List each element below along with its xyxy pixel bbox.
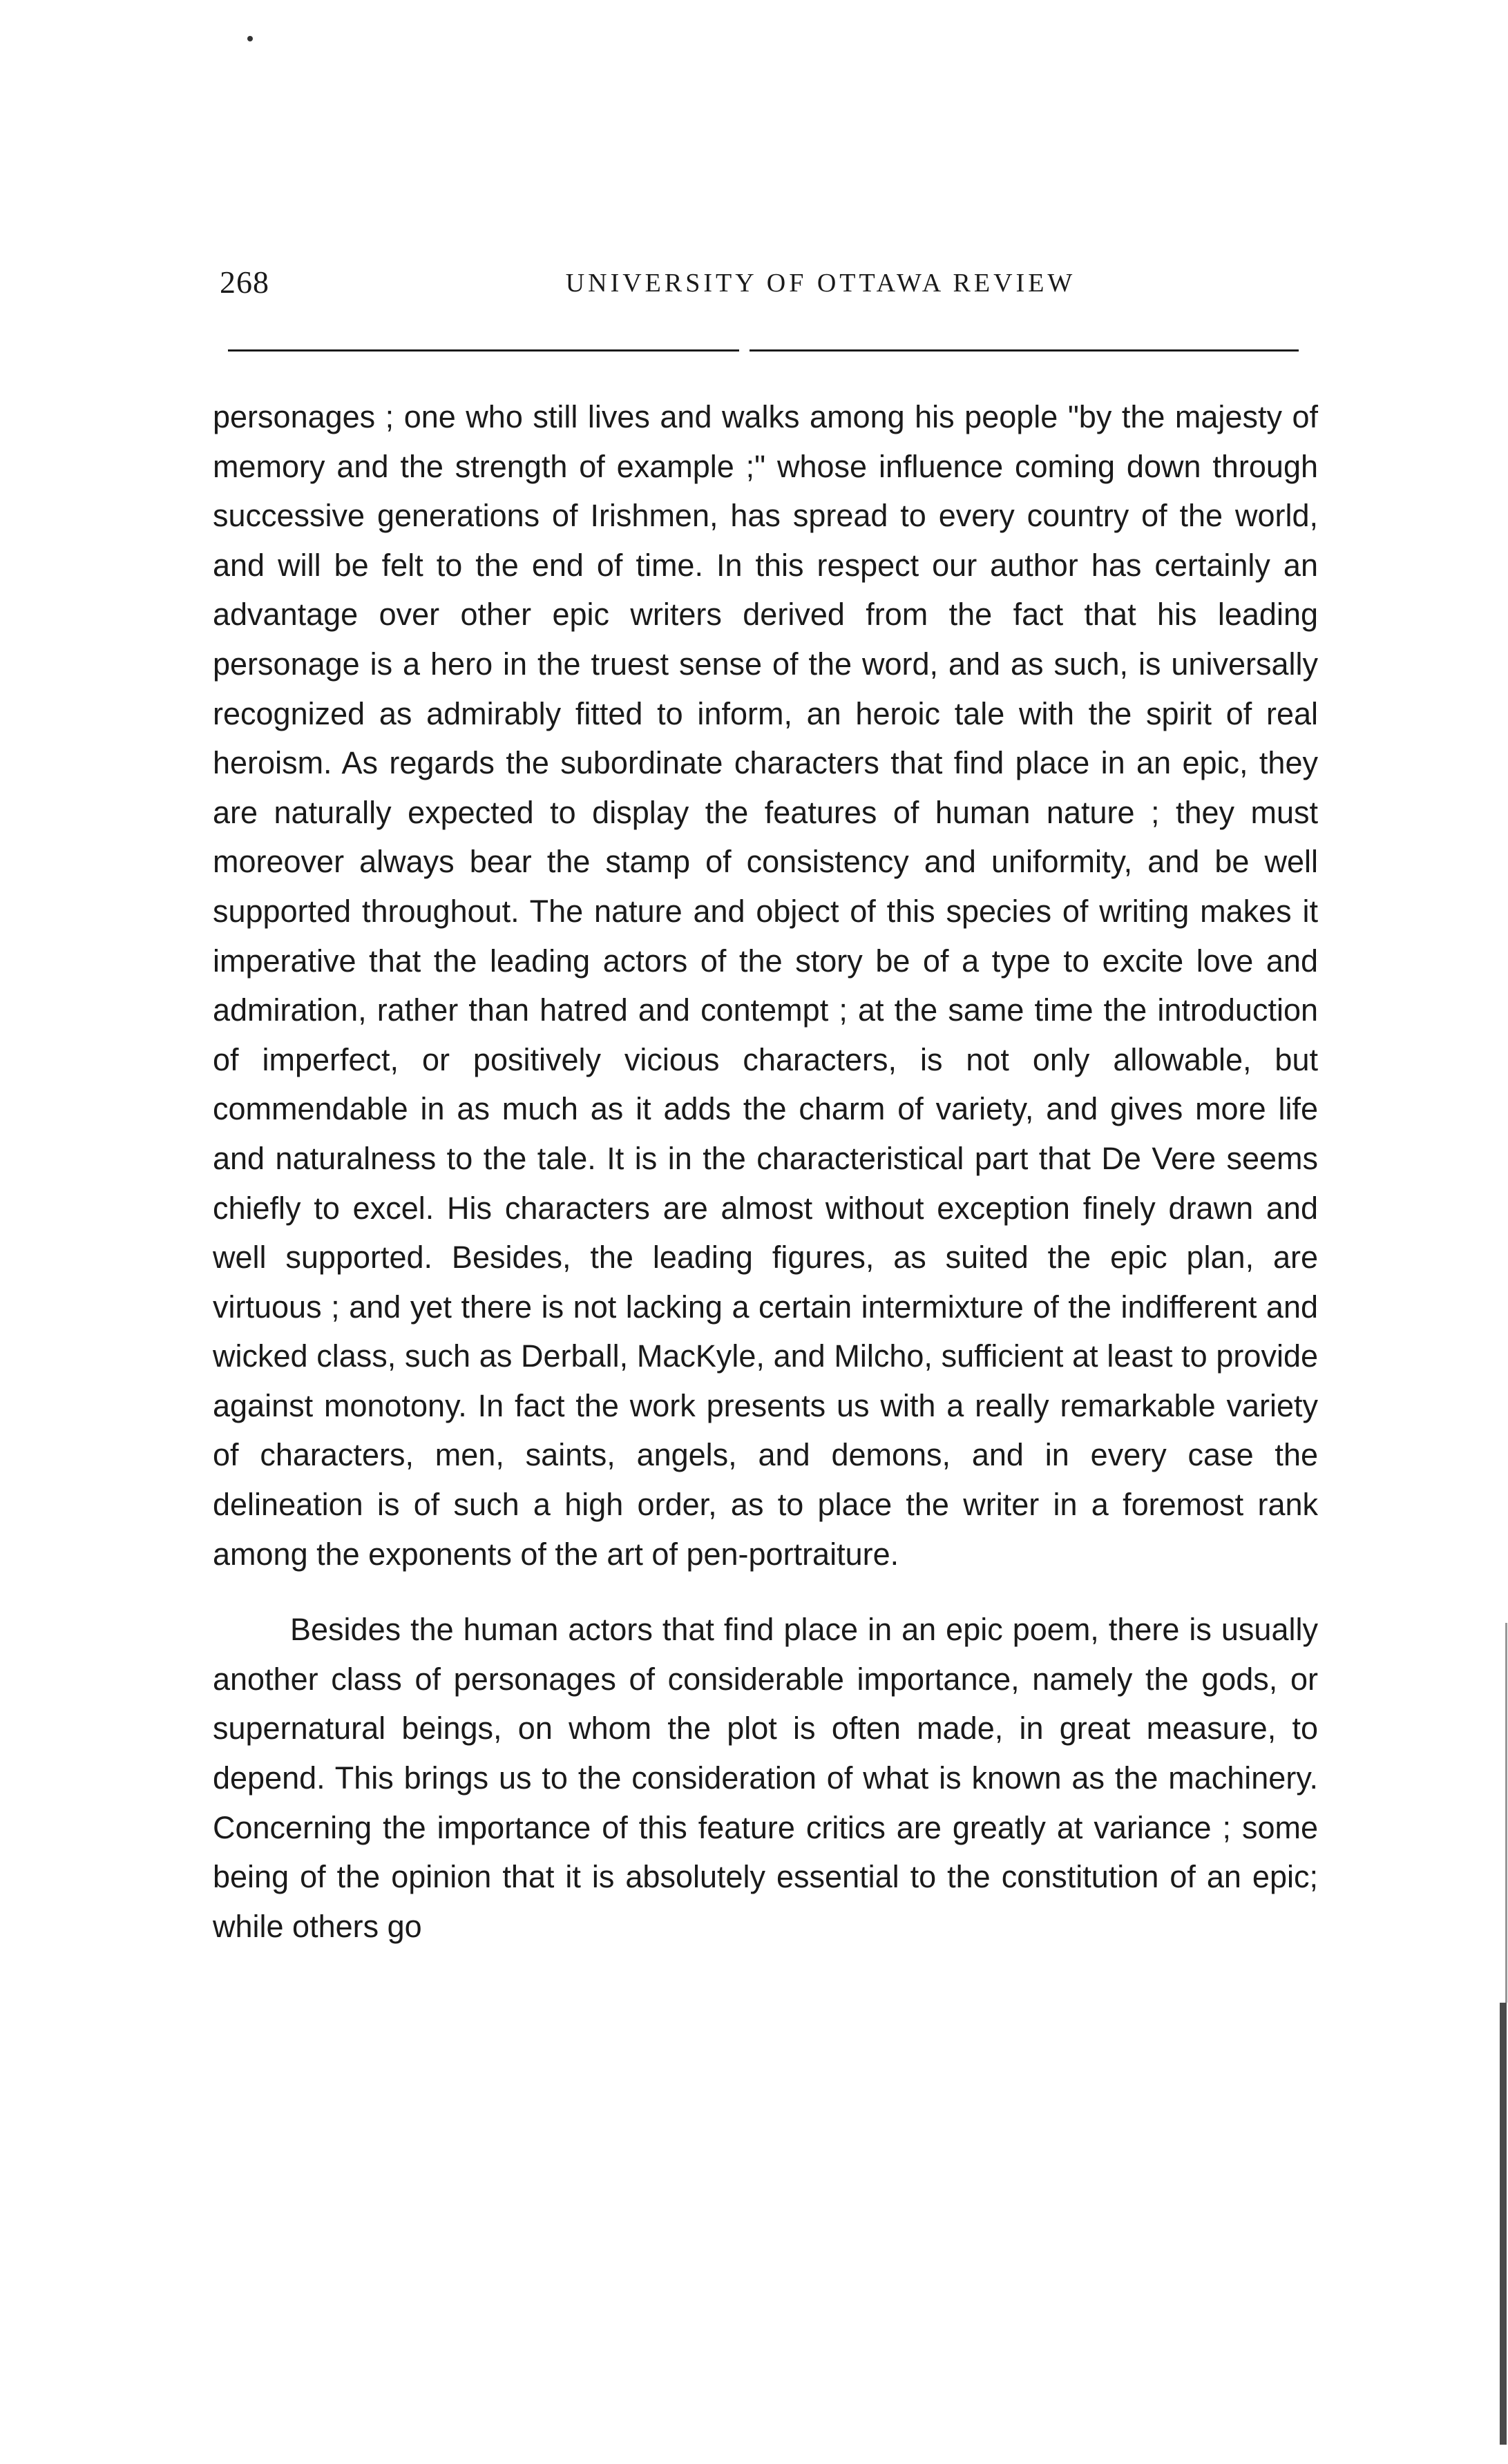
body-text (213, 392, 1318, 1951)
scan-edge-shadow (1505, 1623, 1507, 2003)
page-number: 268 (220, 264, 269, 300)
header-rule-left (228, 349, 739, 352)
journal-title: UNIVERSITY OF OTTAWA REVIEW (565, 269, 1076, 298)
paragraph-2: Besides the human actors that find place in an epic poem, there is usually another class of personages of considerable importance, namely the gods, or supernatural beings, on whom the plot is often made, in great measure, to depend. This brings us to the consideration of what is known as the machinery. Concerning the importance of this feature critics are greatly at variance ; some being of the opinion that it is absolutely essential to the constitution of an epic; while others go (213, 1612, 1318, 1944)
header-rule-right (750, 349, 1299, 352)
scan-edge-binding (1500, 2003, 1507, 2445)
ink-speck (247, 36, 253, 41)
running-head (220, 264, 1311, 305)
paragraph-1: personages ; one who still lives and walks among his people "by the majesty of memory and the strength of example ;" whose influence coming down through successive generations of Irishmen, has spread to every country of the world, and will be felt to the end of time. In this respect our author has certainly an advantage over other epic writers derived from the fact that his leading personage is a hero in the truest sense of the word, and as such, is universally recognized as admirably fitted to inform, an heroic tale with the spirit of real heroism. As regards the subordinate characters that find place in an epic, they are naturally expected to display the features of human nature ; they must moreover always bear the stamp of consistency and uniformity, and be well supported throughout. The nature and object of this species of writing makes it imperative that the leading actors of the story be of a type to excite love and admiration, rather than hatred and contempt ; at the same time the introduction of imperfect, or positively vicious characters, is not only allowable, but commendable in as much as it adds the charm of variety, and gives more life and naturalness to the tale. It is in the characteristical part that De Vere seems chiefly to excel. His characters are almost without exception finely drawn and well supported. Besides, the leading figures, as suited the epic plan, are virtuous ; and yet there is not lacking a certain intermixture of the indifferent and wicked class, such as Derball, MacKyle, and Milcho, sufficient at least to provide against monotony. In fact the work presents us with a really remarkable variety of characters, men, saints, angels, and demons, and in every case the delineation is of such a high order, as to place the writer in a foremost rank among the exponents of the art of pen-portraiture. (213, 399, 1318, 1572)
